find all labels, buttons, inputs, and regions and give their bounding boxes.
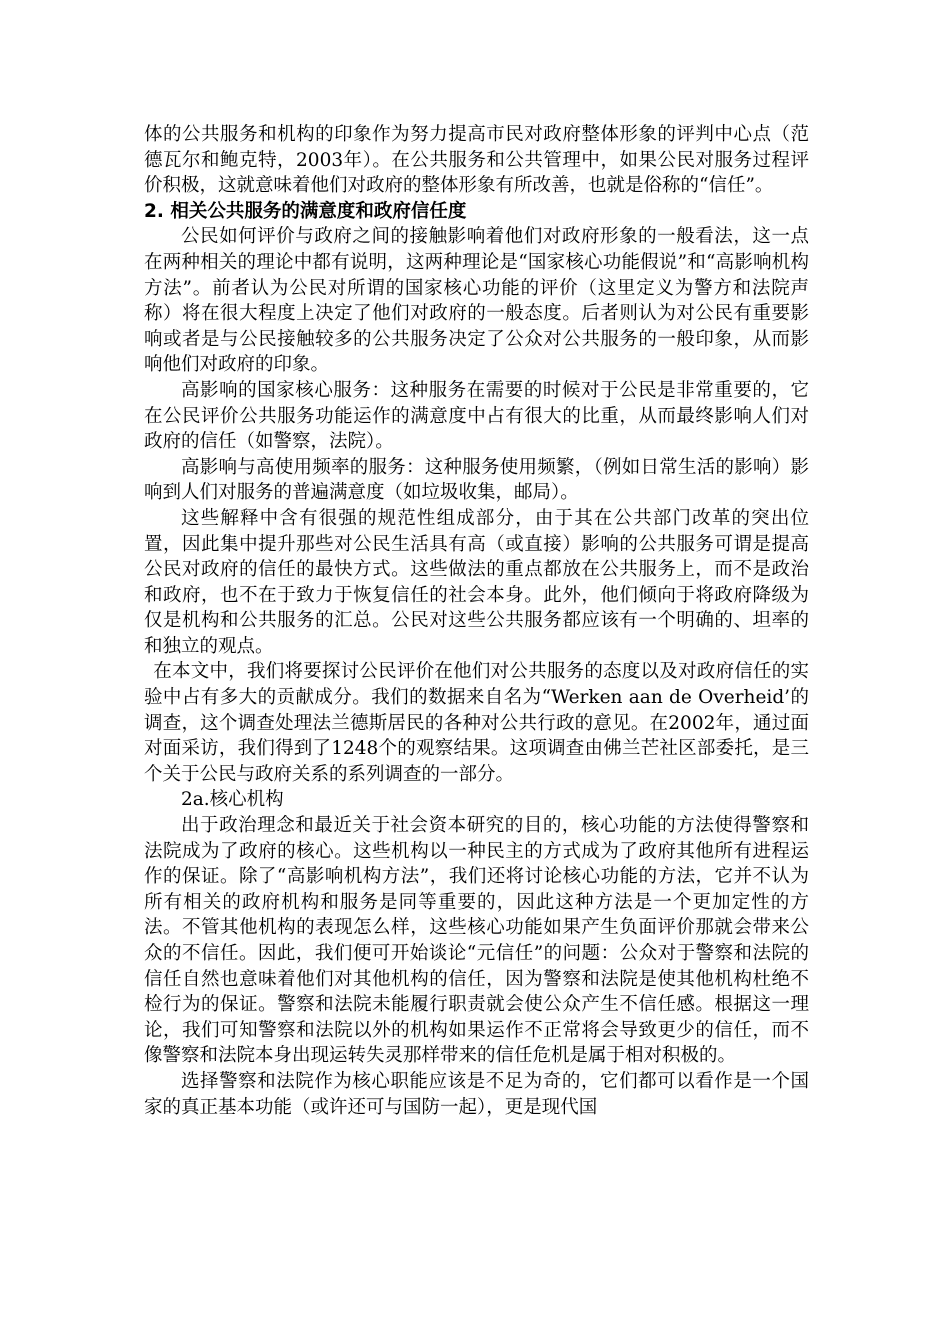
subsection-heading: 2a.核心机构 [181, 789, 284, 811]
section-heading: 2. 相关公共服务的满意度和政府信任度 [144, 200, 467, 222]
paragraph-core-function-approach: 出于政治理念和最近关于社会资本研究的目的，核心功能的方法使得警察和法院成为了政府的核心。这些机构以一种民主的方式成为了政府其他所有进程运作的保证。除了“高影响机构方法”，我们还将讨论核心功能的方法，它并不认为所有相关的政府机构和服务是同等重要的，因此这种方法是一个更加定性的方法。不管其他机构的表现怎么样，这些核心功能如果产生负面评价那就会带来公众的不信任。因此，我们便可开始谈论“元信任”的问题：公众对于警察和法院的信任自然也意味着他们对其他机构的信任，因为警察和法院是使其他机构杜绝不检行为的保证。警察和法院未能履行职责就会使公众产生不信任感。根据这一理论，我们可知警察和法院以外的机构如果运作不正常将会导致更少的信任，而不像警察和法院本身出现运转失灵那样带来的信任危机是属于相对积极的。 [144, 815, 809, 1067]
paragraph-study-data: 在本文中，我们将要探讨公民评价在他们对公共服务的态度以及对政府信任的实验中占有多大的贡献成分。我们的数据来自名为“Werken aan de Overheid’的调查，这个调查处理法兰德斯居民的各种对公共行政的意见。在2002年，通过面对面采访，我们得到了1248个的观察结果。这项调查由佛兰芒社区部委托，是三个关于公民与政府关系的系列调查的一部分。 [144, 661, 809, 785]
paragraph-core-services: 高影响的国家核心服务：这种服务在需要的时候对于公民是非常重要的，它在公民评价公共服务功能运作的满意度中占有很大的比重，从而最终影响人们对政府的信任（如警察，法院）。 [144, 379, 809, 453]
paragraph-theories: 公民如何评价与政府之间的接触影响着他们对政府形象的一般看法，这一点在两种相关的理论中都有说明，这两种理论是“国家核心功能假说”和“高影响机构方法”。前者认为公民对所谓的国家核心功能的评价（这里定义为警方和法院声称）将在很大程度上决定了他们对政府的一般态度。后者则认为对公民有重要影响或者是与公民接触较多的公共服务决定了公众对公共服务的一般印象，从而影响他们对政府的印象。 [144, 226, 809, 376]
paragraph-high-frequency-services: 高影响与高使用频率的服务：这种服务使用频繁，（例如日常生活的影响）影响到人们对服务的普遍满意度（如垃圾收集，邮局）。 [144, 456, 809, 504]
paragraph-normative-component: 这些解释中含有很强的规范性组成部分，由于其在公共部门改革的突出位置，因此集中提升那些对公民生活具有高（或直接）影响的公共服务可谓是提高公民对政府的信任的最快方式。这些做法的重点都放在公共服务上，而不是政治和政府，也不在于致力于恢复信任的社会本身。此外，他们倾向于将政府降级为仅是机构和公共服务的汇总。公民对这些公共服务都应该有一个明确的、坦率的和独立的观点。 [144, 507, 809, 657]
paragraph-police-courts: 选择警察和法院作为核心职能应该是不足为奇的，它们都可以看作是一个国家的真正基本功能（或许还可与国防一起），更是现代国 [144, 1070, 809, 1118]
paragraph-intro-continuation: 体的公共服务和机构的印象作为努力提高市民对政府整体形象的评判中心点（范德瓦尔和鲍克特，2003年）。在公共服务和公共管理中，如果公民对服务过程评价积极，这就意味着他们对政府的整体形象有所改善，也就是俗称的“信任”。 [144, 124, 809, 197]
document-page [144, 122, 809, 1120]
